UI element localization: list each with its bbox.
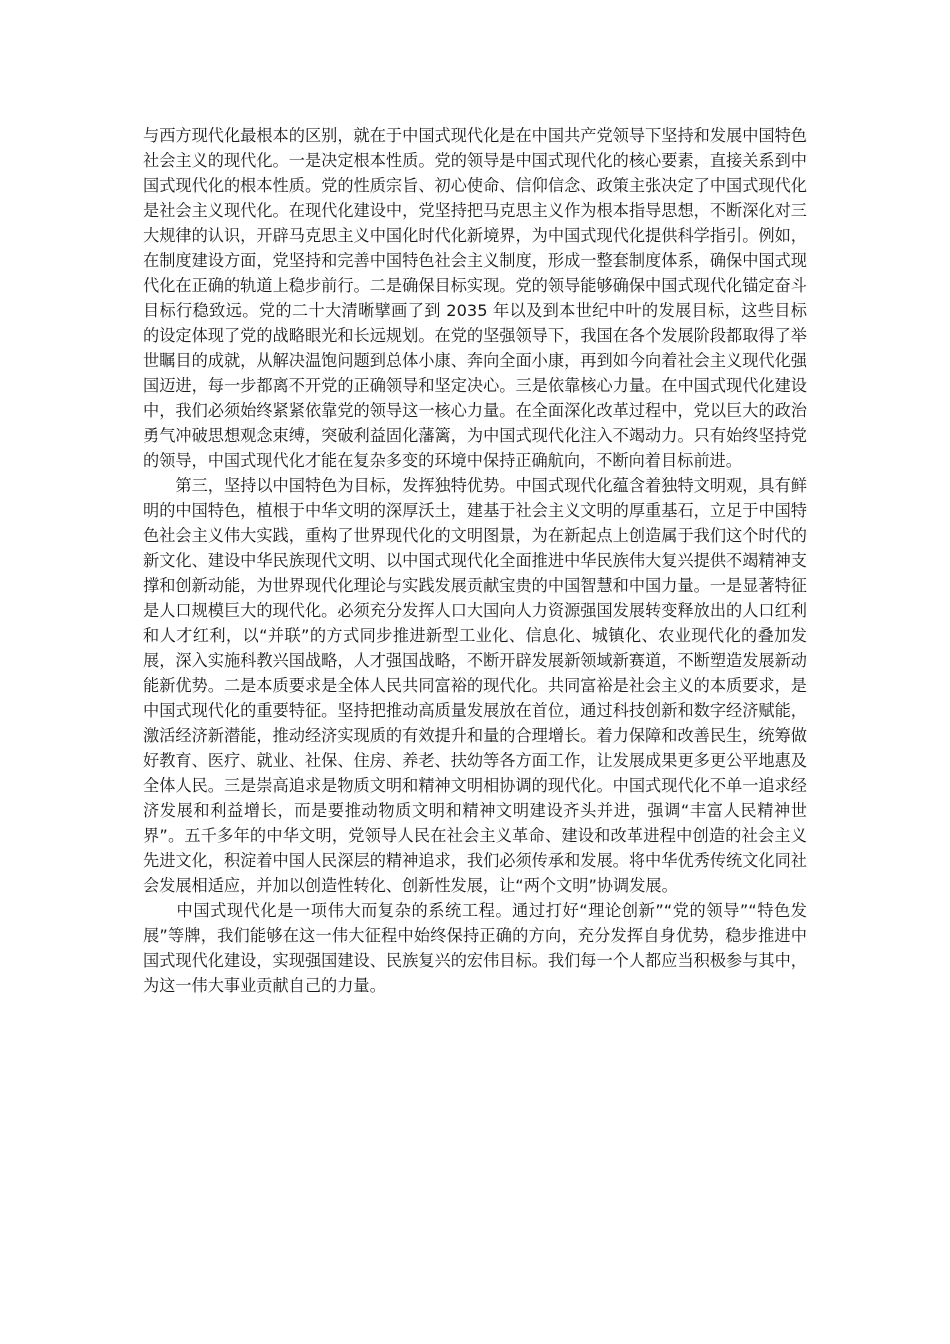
- paragraph-conclusion: 中国式现代化是一项伟大而复杂的系统工程。通过打好“理论创新”“党的领导”“特色发展”等牌，我们能够在这一伟大征程中始终保持正确的方向，充分发挥自身优势，稳步推进中国式现代化建设，实现强国建设、民族复兴的宏伟目标。我们每一个人都应当积极参与其中，为这一伟大事业贡献自己的力量。: [143, 901, 807, 995]
- paragraph-leadership: 与西方现代化最根本的区别，就在于中国式现代化是在中国共产党领导下坚持和发展中国特色社会主义的现代化。一是决定根本性质。党的领导是中国式现代化的核心要素，直接关系到中国式现代化的根本性质。党的性质宗旨、初心使命、信仰信念、政策主张决定了中国式现代化是社会主义现代化。在现代化建设中，党坚持把马克思主义作为根本指导思想，不断深化对三大规律的认识，开辟马克思主义中国化时代化新境界，为中国式现代化提供科学指引。例如，在制度建设方面，党坚持和完善中国特色社会主义制度，形成一整套制度体系，确保中国式现代化在正确的轨道上稳步前行。二是确保目标实现。党的领导能够确保中国式现代化锚定奋斗目标行稳致远。党的二十大清晰擘画了到 2035 年以及到本世纪中叶的发展目标，这些目标的设定体现了党的战略眼光和长远规划。在党的坚强领导下，我国在各个发展阶段都取得了举世瞩目的成就，从解决温饱问题到总体小康、奔向全面小康，再到如今向着社会主义现代化强国迈进，每一步都离不开党的正确领导和坚定决心。三是依靠核心力量。在中国式现代化建设中，我们必须始终紧紧依靠党的领导这一核心力量。在全面深化改革过程中，党以巨大的政治勇气冲破思想观念束缚，突破利益固化藩篱，为中国式现代化注入不竭动力。只有始终坚持党的领导，中国式现代化才能在复杂多变的环境中保持正确航向，不断向着目标前进。: [143, 126, 807, 470]
- document-body: [143, 123, 807, 998]
- paragraph-chinese-characteristics: 第三，坚持以中国特色为目标，发挥独特优势。中国式现代化蕴含着独特文明观，具有鲜明的中国特色，植根于中华文明的深厚沃土，建基于社会主义文明的厚重基石，立足于中国特色社会主义伟大实践，重构了世界现代化的文明图景，为在新起点上创造属于我们这个时代的新文化、建设中华民族现代文明、以中国式现代化全面推进中华民族伟大复兴提供不竭精神支撑和创新动能，为世界现代化理论与实践发展贡献宝贵的中国智慧和中国力量。一是显著特征是人口规模巨大的现代化。必须充分发挥人口大国向人力资源强国发展转变释放出的人口红利和人才红利，以“并联”的方式同步推进新型工业化、信息化、城镇化、农业现代化的叠加发展，深入实施科教兴国战略，人才强国战略，不断开辟发展新领域新赛道，不断塑造发展新动能新优势。二是本质要求是全体人民共同富裕的现代化。共同富裕是社会主义的本质要求，是中国式现代化的重要特征。坚持把推动高质量发展放在首位，通过科技创新和数字经济赋能，激活经济新潜能，推动经济实现质的有效提升和量的合理增长。着力保障和改善民生，统筹做好教育、医疗、就业、社保、住房、养老、扶幼等各方面工作，让发展成果更多更公平地惠及全体人民。三是崇高追求是物质文明和精神文明相协调的现代化。中国式现代化不单一追求经济发展和利益增长，而是要推动物质文明和精神文明建设齐头并进，强调“丰富人民精神世界”。五千多年的中华文明，党领导人民在社会主义革命、建设和改革进程中创造的社会主义先进文化，积淀着中国人民深层的精神追求，我们必须传承和发展。将中华优秀传统文化同社会发展相适应，并加以创造性转化、创新性发展，让“两个文明”协调发展。: [143, 476, 807, 895]
